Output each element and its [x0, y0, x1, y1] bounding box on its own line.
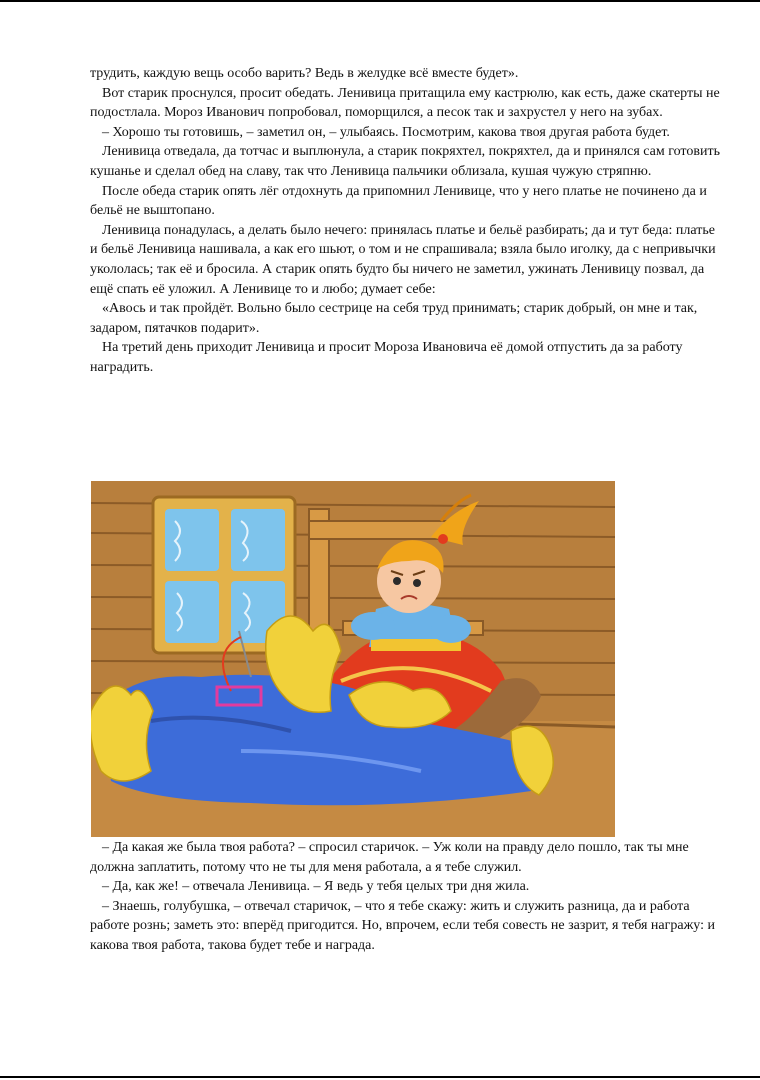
paragraph: трудить, каждую вещь особо варить? Ведь в желудке всё вместе будет».: [90, 66, 519, 81]
text-block-bottom: [90, 838, 720, 956]
paragraph: Ленивица отведала, да тотчас и выплюнула, а старик покряхтел, покряхтел, да и принялся сам готовить кушанье и сделал обед на славу, так что Ленивица пальчики облизала, кушая чужую стряпню.: [90, 144, 720, 179]
paragraph: После обеда старик опять лёг отдохнуть да припомнил Ленивице, что у него платье не починено да и бельё не выштопано.: [90, 183, 707, 219]
paragraph: – Хорошо ты готовишь, – заметил он, – улыбаясь. Посмотрим, какова твоя другая работа будет.: [102, 124, 670, 140]
paragraph: Ленивица понадулась, а делать было нечего: принялась платье и бельё разбирать; да и тут беда: платье и бельё Ленивица нашивала, а как его шьют, о том и не спрашивала; взяла было иголку, да с непривычки укололась; так её и бросила. А старик опять будто бы ничего не заметил, ужинать Ленивицу позвал, да ещё спать её уложил. А Ленивице то и любо; думает себе:: [90, 222, 716, 297]
paragraph: – Знаешь, голубушка, – отвечал старичок, – что я тебе скажу: жить и служить разница, да и работа работе рознь; заметь это: вперёд пригодится. Но, впрочем, если тебя совесть не зазрит, я тебя награжу: и какова твоя работа, такова будет тебе и награда.: [90, 898, 715, 953]
top-rule: [0, 0, 760, 2]
story-illustration: [91, 481, 615, 837]
paragraph: На третий день приходит Ленивица и просит Мороза Ивановича её домой отпустить да за работу наградить.: [90, 340, 683, 375]
paragraph: Вот старик проснулся, просит обедать. Ленивица притащила ему кастрюлю, как есть, даже скатерты не подостлала. Мороз Иванович попробовал, поморщился, а песок так и захрустел у него на зубах.: [90, 85, 720, 121]
paragraph: «Авось и так пройдёт. Вольно было сестрице на себя труд принимать; старик добрый, он мне и так, задаром, пятачков подарит».: [90, 301, 698, 336]
text-block-top: [90, 64, 720, 378]
paragraph: – Да какая же была твоя работа? – спросил старичок. – Уж коли на правду дело пошло, так ты мне должна заплатить, потому что не ты для меня работала, а я тебе служил.: [90, 840, 689, 875]
paragraph: – Да, как же! – отвечала Ленивица. – Я ведь у тебя целых три дня жила.: [102, 879, 530, 895]
bottom-rule: [0, 1076, 760, 1078]
